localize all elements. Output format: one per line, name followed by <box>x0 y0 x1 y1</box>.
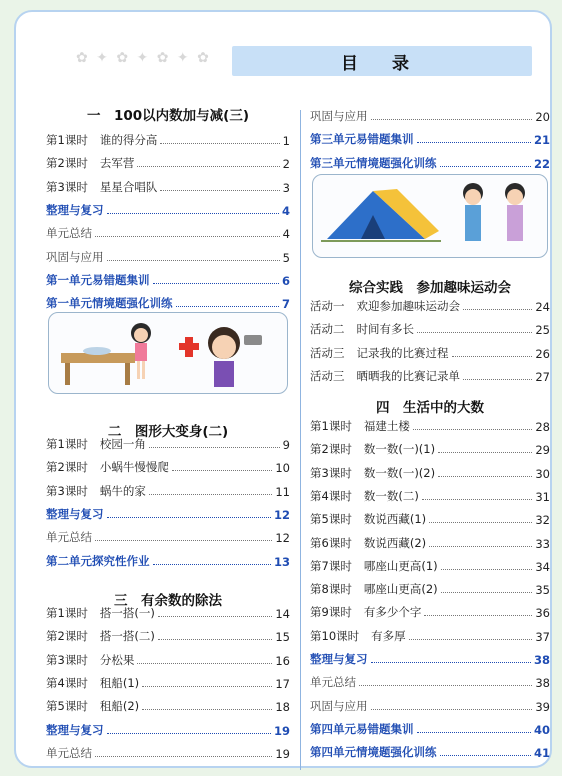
toc-entry-title: 数一数(一)(2) <box>363 465 436 480</box>
page-number: 28 <box>535 420 550 434</box>
illustration-tent-right <box>312 174 548 258</box>
toc-entry[interactable] <box>310 577 550 597</box>
dot-leader <box>422 499 533 500</box>
toc-entry[interactable] <box>310 717 550 737</box>
toc-entry[interactable] <box>310 624 550 644</box>
dot-leader <box>107 213 279 214</box>
toc-entry-label: 第1课时 <box>46 606 88 620</box>
section-heading-1: 一 100以内数加与减(三) <box>86 108 250 124</box>
toc-entry[interactable] <box>46 502 290 522</box>
toc-entry-title: 哪座山更高(2) <box>363 582 438 597</box>
toc-entry-title: 蜗牛的家 <box>99 483 146 498</box>
toc-entry-label: 第4课时 <box>46 675 88 690</box>
toc-entry[interactable] <box>46 128 290 148</box>
toc-entry[interactable] <box>46 268 290 288</box>
dot-leader <box>441 592 533 593</box>
dot-leader <box>440 166 531 167</box>
toc-entry-label: 活动三 <box>310 368 345 383</box>
dot-leader <box>429 522 532 523</box>
toc-entry-label: 第4课时 <box>310 488 352 503</box>
page-number: 29 <box>535 443 550 458</box>
section-heading-3: 三 有余数的除法 <box>114 593 222 609</box>
toc-entry[interactable] <box>46 221 290 241</box>
toc-entry-label: 单元总结 <box>46 226 92 241</box>
dot-leader <box>142 709 272 710</box>
toc-entry[interactable] <box>310 461 550 481</box>
page-number: 39 <box>535 699 550 714</box>
toc-entry[interactable] <box>46 694 290 714</box>
dot-leader <box>417 332 532 333</box>
toc-entry-title: 欢迎参加趣味运动会 <box>356 299 460 313</box>
toc-entry[interactable] <box>46 175 290 195</box>
toc-entry-title: 时间有多长 <box>356 322 414 337</box>
dot-leader <box>158 639 273 640</box>
toc-entry-title: 数一数(二) <box>363 488 419 503</box>
page-number: 31 <box>535 489 550 504</box>
toc-title: 目 录 <box>232 46 532 76</box>
toc-entry-title: 小蜗牛慢慢爬 <box>99 460 169 475</box>
toc-entry[interactable] <box>310 670 550 690</box>
toc-entry-label: 活动一 <box>310 299 345 313</box>
dot-leader <box>424 615 532 616</box>
page-number: 32 <box>535 513 550 528</box>
dot-leader <box>142 686 272 687</box>
toc-entry-label: 活动三 <box>310 345 345 360</box>
page-number: 9 <box>282 438 290 452</box>
toc-entry-label: 巩固与应用 <box>310 109 368 123</box>
toc-entry-title: 数说西藏(1) <box>363 512 427 527</box>
page-number: 4 <box>281 203 290 218</box>
toc-entry-label: 活动二 <box>310 322 345 337</box>
page-number: 13 <box>273 554 290 569</box>
toc-page <box>14 10 552 768</box>
dot-leader <box>417 732 531 733</box>
toc-entry-label: 第9课时 <box>310 605 352 620</box>
toc-entry-label: 第四单元易错题集训 <box>310 721 414 736</box>
dot-leader <box>107 517 271 518</box>
toc-entry[interactable] <box>310 294 550 314</box>
illustration-kids-left <box>48 312 288 394</box>
toc-entry[interactable] <box>310 694 550 714</box>
toc-entry-title: 数一数(一)(1) <box>363 442 436 457</box>
toc-entry[interactable] <box>310 317 550 337</box>
toc-entry-title: 哪座山更高(1) <box>363 558 438 573</box>
page-number: 10 <box>275 461 290 476</box>
toc-entry-label: 第5课时 <box>46 699 88 714</box>
page-number: 5 <box>282 250 290 265</box>
toc-entry-label: 第1课时 <box>46 437 88 451</box>
dot-leader <box>438 476 532 477</box>
page-number: 41 <box>533 746 550 761</box>
dot-leader <box>107 733 271 734</box>
toc-entry-title: 有多厚 <box>371 628 406 643</box>
toc-entry-title: 租船(1) <box>99 675 140 690</box>
dot-leader <box>137 663 272 664</box>
toc-entry-title: 数说西藏(2) <box>363 535 427 550</box>
toc-entry-label: 整理与复习 <box>310 652 368 666</box>
toc-entry[interactable] <box>310 364 550 384</box>
section-heading-4: 四 生活中的大数 <box>376 400 484 416</box>
toc-entry[interactable] <box>46 245 290 265</box>
toc-entry-label: 第二单元探究性作业 <box>46 553 150 568</box>
page-number: 18 <box>275 700 290 715</box>
toc-entry[interactable] <box>46 671 290 691</box>
dot-leader <box>172 470 273 471</box>
page-number: 12 <box>275 531 290 546</box>
page-number: 21 <box>533 133 550 148</box>
toc-entry-label: 第2课时 <box>46 156 88 171</box>
dot-leader <box>107 260 280 261</box>
toc-entry-title: 星星合唱队 <box>99 179 158 194</box>
toc-entry[interactable] <box>310 554 550 574</box>
page-number: 19 <box>275 746 290 761</box>
page-number: 35 <box>535 583 550 598</box>
toc-entry-label: 第1课时 <box>310 419 352 433</box>
toc-entry[interactable] <box>310 341 550 361</box>
page-number: 17 <box>275 676 290 691</box>
toc-entry-title: 晒晒我的比赛记录单 <box>356 368 460 383</box>
dot-leader <box>438 452 532 453</box>
page-number: 34 <box>535 559 550 574</box>
toc-entry[interactable] <box>46 549 290 569</box>
toc-entry-label: 第3课时 <box>46 652 88 667</box>
toc-entry-title: 记录我的比赛过程 <box>356 345 449 360</box>
toc-entry[interactable] <box>46 601 290 621</box>
dot-leader <box>160 143 279 144</box>
page-number: 3 <box>282 180 290 195</box>
toc-entry[interactable] <box>310 484 550 504</box>
toc-entry-title: 租船(2) <box>99 699 140 714</box>
toc-entry-label: 整理与复习 <box>46 202 104 217</box>
toc-entry-title: 谁的得分高 <box>99 133 158 147</box>
dot-leader <box>158 616 273 617</box>
page-number: 15 <box>275 630 290 645</box>
page-number: 38 <box>535 676 550 691</box>
toc-entry-title: 分松果 <box>99 652 135 667</box>
dot-leader <box>441 569 533 570</box>
page-number: 36 <box>535 606 550 621</box>
column-divider <box>300 110 301 770</box>
toc-entry-label: 巩固与应用 <box>310 698 368 713</box>
page-number: 33 <box>535 536 550 551</box>
dot-leader <box>153 283 279 284</box>
page-number: 22 <box>533 156 550 171</box>
page-number: 7 <box>281 297 290 312</box>
toc-entry-label: 整理与复习 <box>46 722 104 737</box>
dot-leader <box>371 119 533 120</box>
page-number: 37 <box>535 629 550 644</box>
dot-leader <box>463 379 532 380</box>
page-number: 40 <box>533 722 550 737</box>
toc-entry[interactable] <box>310 647 550 667</box>
dot-leader <box>137 166 279 167</box>
dot-leader <box>95 756 272 757</box>
toc-entry[interactable] <box>46 291 290 311</box>
page-number: 2 <box>282 157 290 172</box>
page-number: 30 <box>535 466 550 481</box>
page-number: 4 <box>282 227 290 242</box>
dot-leader <box>176 306 279 307</box>
dot-leader <box>409 639 533 640</box>
page-number: 19 <box>273 723 290 738</box>
toc-entry-label: 第3课时 <box>46 483 88 498</box>
page-number: 27 <box>535 369 550 384</box>
toc-entry-label: 第一单元易错题集训 <box>46 272 150 287</box>
toc-entry[interactable] <box>310 740 550 760</box>
page-number: 20 <box>535 110 550 124</box>
toc-entry-label: 第1课时 <box>46 133 88 147</box>
page-number: 24 <box>535 300 550 314</box>
toc-entry-label: 第3课时 <box>310 465 352 480</box>
toc-entry[interactable] <box>310 151 550 171</box>
dot-leader <box>95 540 272 541</box>
toc-entry-label: 整理与复习 <box>46 506 104 521</box>
toc-entry-label: 第5课时 <box>310 512 352 527</box>
toc-entry[interactable] <box>46 455 290 475</box>
page-number: 38 <box>533 653 550 667</box>
toc-entry[interactable] <box>310 104 550 124</box>
toc-entry[interactable] <box>46 624 290 644</box>
toc-entry-title: 去军营 <box>99 156 135 171</box>
toc-entry[interactable] <box>310 437 550 457</box>
toc-entry[interactable] <box>310 507 550 527</box>
toc-entry-label: 第7课时 <box>310 558 352 573</box>
toc-entry[interactable] <box>310 127 550 147</box>
toc-entry[interactable] <box>310 531 550 551</box>
toc-entry-label: 巩固与应用 <box>46 249 104 264</box>
toc-entry-label: 第6课时 <box>310 535 352 550</box>
page-number: 11 <box>275 484 290 499</box>
toc-entry-title: 搭一搭(二) <box>99 629 155 644</box>
toc-entry-label: 单元总结 <box>46 745 92 760</box>
page-number: 14 <box>275 607 290 621</box>
toc-entry-label: 第一单元情境题强化训练 <box>46 296 173 311</box>
page-number: 16 <box>275 653 290 668</box>
toc-entry-label: 第三单元情境题强化训练 <box>310 155 437 170</box>
dot-leader <box>413 429 533 430</box>
toc-entry-label: 第10课时 <box>310 628 360 643</box>
toc-entry[interactable] <box>46 479 290 499</box>
toc-entry-label: 单元总结 <box>46 530 92 545</box>
toc-entry-label: 第四单元情境题强化训练 <box>310 745 437 760</box>
dot-leader <box>371 709 533 710</box>
dot-leader <box>359 685 532 686</box>
section-heading-practice: 综合实践 参加趣味运动会 <box>349 280 511 296</box>
dot-leader <box>160 190 279 191</box>
dot-leader <box>149 447 280 448</box>
dot-leader <box>440 755 531 756</box>
dot-leader <box>153 564 271 565</box>
page-number: 25 <box>535 323 550 338</box>
toc-entry-label: 单元总结 <box>310 675 356 690</box>
dot-leader <box>452 356 533 357</box>
dot-leader <box>95 236 280 237</box>
page-number: 12 <box>273 507 290 522</box>
dot-leader <box>417 142 531 143</box>
decoration-icon: ✿ ✦ ✿ ✦ ✿ ✦ ✿ <box>76 50 211 66</box>
page-number: 1 <box>282 134 290 148</box>
section-heading-2: 二 图形大变身(二) <box>107 424 229 440</box>
dot-leader <box>429 546 532 547</box>
toc-entry[interactable] <box>46 151 290 171</box>
toc-entry[interactable] <box>46 198 290 218</box>
toc-entry-label: 第2课时 <box>46 629 88 644</box>
toc-entry[interactable] <box>46 718 290 738</box>
page-number: 6 <box>281 273 290 288</box>
toc-entry[interactable] <box>310 414 550 434</box>
toc-entry-label: 第8课时 <box>310 582 352 597</box>
toc-entry[interactable] <box>46 648 290 668</box>
toc-entry-title: 搭一搭(一) <box>99 606 155 620</box>
toc-entry-label: 第2课时 <box>46 460 88 475</box>
dot-leader <box>463 309 532 310</box>
dot-leader <box>371 662 531 663</box>
toc-entry-title: 福建土楼 <box>363 419 410 433</box>
toc-entry[interactable] <box>46 741 290 761</box>
toc-entry[interactable] <box>310 600 550 620</box>
toc-entry-title: 校园一角 <box>99 437 146 451</box>
toc-entry-label: 第三单元易错题集训 <box>310 132 414 147</box>
toc-entry-label: 第3课时 <box>46 179 88 194</box>
toc-entry[interactable] <box>46 525 290 545</box>
dot-leader <box>149 494 273 495</box>
toc-entry-label: 第2课时 <box>310 442 352 457</box>
page-number: 26 <box>535 346 550 361</box>
toc-entry-title: 有多少个字 <box>363 605 422 620</box>
toc-entry[interactable] <box>46 432 290 452</box>
